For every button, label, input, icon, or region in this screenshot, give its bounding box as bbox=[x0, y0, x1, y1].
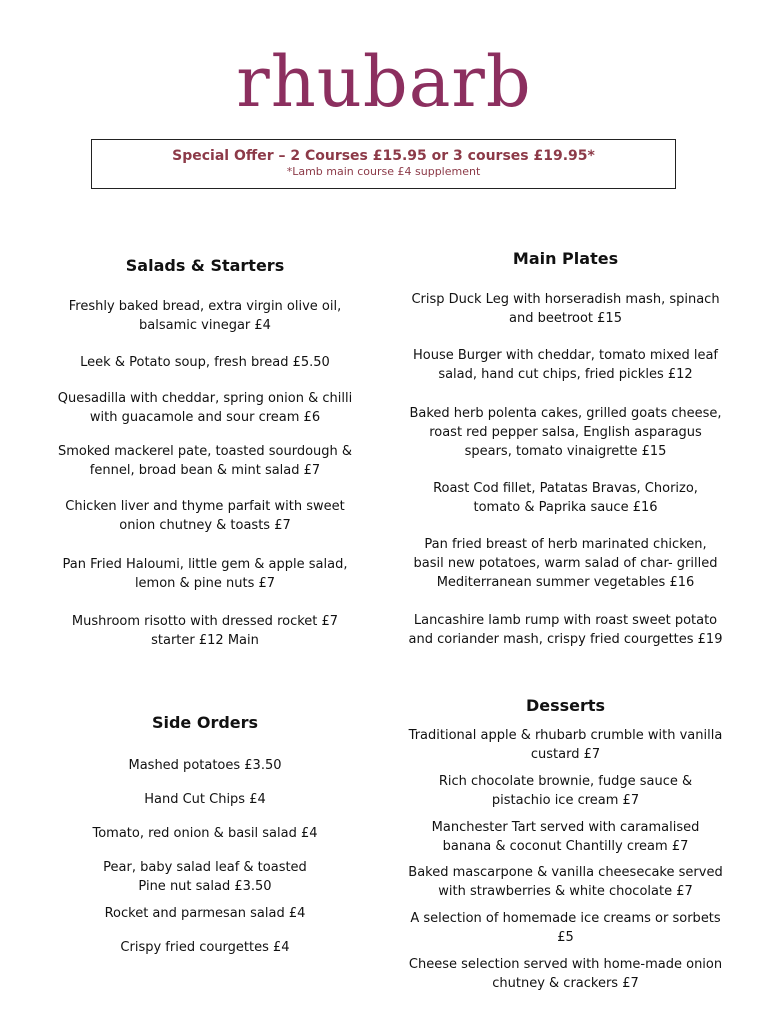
special-offer-box bbox=[91, 139, 676, 189]
menu-item: Mushroom risotto with dressed rocket £7 starter £12 Main bbox=[71, 614, 339, 648]
menu-item: Rocket and parmesan salad £4 bbox=[104, 906, 306, 921]
mains-heading: Main Plates bbox=[512, 249, 619, 268]
menu-item: Leek & Potato soup, fresh bread £5.50 bbox=[80, 355, 330, 370]
menu-item: Hand Cut Chips £4 bbox=[144, 792, 266, 807]
menu-item: Manchester Tart served with caramalised banana & coconut Chantilly cream £7 bbox=[431, 820, 700, 854]
menu-item: Traditional apple & rhubarb crumble with vanilla custard £7 bbox=[408, 728, 723, 762]
menu-item: Quesadilla with cheddar, spring onion & chilli with guacamole and sour cream £6 bbox=[57, 391, 353, 425]
menu-item: Crispy fried courgettes £4 bbox=[120, 940, 290, 955]
menu-item: Baked mascarpone & vanilla cheesecake served with strawberries & white chocolate £7 bbox=[408, 865, 723, 899]
menu-item: Pan Fried Haloumi, little gem & apple salad, lemon & pine nuts £7 bbox=[62, 557, 348, 591]
menu-item: Chicken liver and thyme parfait with sweet onion chutney & toasts £7 bbox=[65, 499, 345, 533]
supplement-note: *Lamb main course £4 supplement bbox=[286, 165, 481, 178]
desserts-heading: Desserts bbox=[525, 696, 606, 715]
logo-text: rhubarb bbox=[236, 41, 532, 123]
menu-item: House Burger with cheddar, tomato mixed leaf salad, hand cut chips, fried pickles £12 bbox=[412, 348, 719, 382]
menu-item: Baked herb polenta cakes, grilled goats cheese, roast red pepper salsa, English asparagus spears, tomato vinaigrette £15 bbox=[409, 406, 722, 459]
menu-item: Smoked mackerel pate, toasted sourdough & fennel, broad bean & mint salad £7 bbox=[57, 444, 353, 478]
menu-item: Tomato, red onion & basil salad £4 bbox=[92, 826, 318, 841]
menu-item: A selection of homemade ice creams or sorbets £5 bbox=[410, 911, 721, 945]
special-offer-text: Special Offer – 2 Courses £15.95 or 3 courses £19.95* bbox=[172, 148, 595, 164]
menu-item: Cheese selection served with home-made onion chutney & crackers £7 bbox=[408, 957, 723, 991]
menu-item: Crisp Duck Leg with horseradish mash, spinach and beetroot £15 bbox=[411, 292, 720, 326]
starters-heading: Salads & Starters bbox=[125, 256, 285, 275]
menu-item: Pear, baby salad leaf & toasted Pine nut salad £3.50 bbox=[103, 860, 307, 894]
menu-item: Roast Cod fillet, Patatas Bravas, Chorizo, tomato & Paprika sauce £16 bbox=[433, 481, 698, 515]
menu-item: Mashed potatoes £3.50 bbox=[128, 758, 282, 773]
menu-item: Freshly baked bread, extra virgin olive oil, balsamic vinegar £4 bbox=[68, 299, 342, 333]
restaurant-logo bbox=[0, 42, 768, 122]
sides-heading: Side Orders bbox=[151, 713, 259, 732]
menu-item: Rich chocolate brownie, fudge sauce & pistachio ice cream £7 bbox=[438, 774, 693, 808]
menu-item: Pan fried breast of herb marinated chicken, basil new potatoes, warm salad of char- grilled Mediterranean summer vegetables £16 bbox=[413, 537, 718, 590]
menu-item: Lancashire lamb rump with roast sweet potato and coriander mash, crispy fried courgettes £19 bbox=[408, 613, 723, 647]
